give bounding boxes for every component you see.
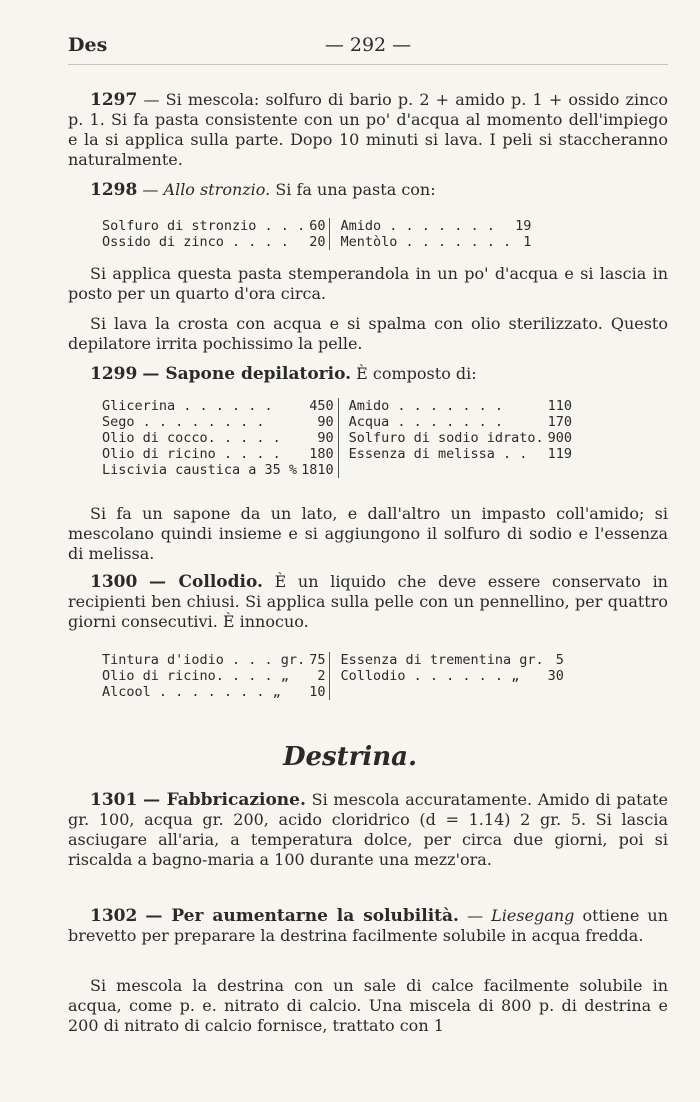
ingredient-amount: 5: [555, 652, 564, 668]
ingredient-name: Glicerina . . . . . .: [102, 398, 273, 414]
entry-title: — Per aumentarne la solubilità.: [145, 906, 459, 926]
ingredient-name: Liscivia caustica a 35 %: [102, 462, 298, 478]
ingredient-name: Solfuro di sodio idrato.: [338, 430, 548, 446]
entry-text: — Si mescola: solfuro di bario p. 2 + amido p. 1 + ossido zinco p. 1. Si fa pasta consistente con un po' d'acqua al momento dell'impiego e la si applica sulla parte. Dopo 10 minuti si lava. I peli si staccheranno naturalmente.: [68, 90, 668, 169]
entry-1298-note-2: Si lava la crosta con acqua e si spalma con olio sterilizzato. Questo depilatore irrita pochissimo la pelle.: [68, 314, 668, 353]
ingredient-amount: 119: [547, 446, 573, 462]
entry-1297: [68, 90, 668, 170]
ingredient-amount: 1810: [301, 462, 334, 478]
entry-1298-note-1: Si applica questa pasta stemperandola in un po' d'acqua e si lascia in posto per un quarto d'ora circa.: [68, 264, 668, 303]
ingredient-name: Ossido di zinco . . . .: [102, 234, 289, 250]
ingredient-name: Olio di ricino . . . .: [102, 446, 281, 462]
ingredient-amount: 60: [309, 218, 326, 234]
ingredient-amount: 75: [309, 652, 326, 668]
entry-title: — Fabbricazione.: [143, 790, 306, 810]
entry-1299: [68, 364, 668, 384]
recipe-table-1300: [102, 652, 568, 700]
recipe-row: [102, 234, 535, 250]
recipe-row: [102, 414, 576, 430]
entry-intro: È composto di:: [356, 364, 477, 383]
ingredient-amount: 19: [515, 218, 532, 234]
running-head: Des: [68, 34, 108, 56]
page-header: [68, 34, 668, 60]
entry-title: — Collodio.: [149, 572, 263, 592]
entry-1302-note: Si mescola la destrina con un sale di calce facilmente solubile in acqua, come p. e. nitrato di calcio. Una miscela di 800 p. di destrina e 200 di nitrato di calcio fornisce, trattato con 1: [68, 976, 668, 1035]
header-rule: [68, 64, 668, 65]
section-title: Destrina.: [282, 742, 418, 772]
recipe-row: [102, 684, 568, 700]
ingredient-name: Essenza di melissa . .: [338, 446, 548, 462]
entry-intro: Si fa una pasta con:: [275, 180, 436, 199]
entry-title: Allo stronzio.: [163, 180, 271, 199]
recipe-row: [102, 430, 576, 446]
entry-1300: [68, 572, 668, 632]
entry-number: 1300: [90, 572, 138, 592]
recipe-row: [102, 398, 576, 414]
ingredient-name: Essenza di trementina gr.: [330, 652, 548, 668]
ingredient-amount: 10: [309, 684, 326, 700]
entry-number: 1297: [90, 90, 138, 110]
ingredient-name: Solfuro di stronzio . . .: [102, 218, 306, 234]
entry-dash: —: [142, 180, 159, 199]
recipe-table-1299: [102, 398, 576, 478]
ingredient-amount: 170: [547, 414, 573, 430]
ingredient-amount: 90: [317, 430, 334, 446]
recipe-row: [102, 652, 568, 668]
entry-text: Si mescola accuratamente. Amido di patate gr. 100, acqua gr. 200, acido cloridrico (d = 1.14) 2 gr. 5. Si lascia asciugare all'aria, a temperatura dolce, per circa due giorni, poi si riscalda a bagno-maria a 100 durante una mezz'ora.: [68, 790, 668, 869]
ingredient-amount: 450: [309, 398, 334, 414]
ingredient-name: Amido . . . . . . .: [330, 218, 515, 234]
ingredient-name: Amido . . . . . . .: [338, 398, 548, 414]
ingredient-name: Tintura d'iodio . . . gr.: [102, 652, 306, 668]
ingredient-amount: 20: [309, 234, 326, 250]
ingredient-amount: 110: [547, 398, 573, 414]
ingredient-amount: 2: [317, 668, 326, 684]
ingredient-name: Collodio . . . . . . „: [330, 668, 548, 684]
recipe-row: [102, 668, 568, 684]
ingredient-amount: 900: [547, 430, 573, 446]
entry-1302: [68, 906, 668, 946]
entry-1299-note: Si fa un sapone da un lato, e dall'altro un impasto coll'amido; si mescolano quindi insieme e si aggiungono il solfuro di sodio e l'essenza di melissa.: [68, 504, 668, 563]
entry-1301: [68, 790, 668, 870]
ingredient-amount: 90: [317, 414, 334, 430]
ingredient-name: Sego . . . . . . . .: [102, 414, 265, 430]
ingredient-amount: 30: [547, 668, 564, 684]
recipe-row: [102, 218, 535, 234]
entry-author: — Liesegang: [467, 906, 575, 925]
entry-1298: [68, 180, 668, 200]
entry-text: ottiene un brevetto per preparare la destrina facilmente solubile in acqua fredda.: [68, 906, 669, 945]
ingredient-name: Olio di ricino. . . . „: [102, 668, 289, 684]
entry-number: 1298: [90, 180, 138, 200]
ingredient-name: Mentòlo . . . . . . .: [330, 234, 515, 250]
ingredient-name: Olio di cocco. . . . .: [102, 430, 281, 446]
entry-number: 1299: [90, 364, 138, 384]
recipe-row: [102, 446, 576, 462]
ingredient-amount: 180: [309, 446, 334, 462]
page-number: — 292 —: [324, 34, 412, 56]
recipe-row: [102, 462, 576, 478]
entry-text: È un liquido che deve essere conservato in recipienti ben chiusi. Si applica sulla pelle con un pennellino, per quattro giorni consecutivi. È innocuo.: [68, 572, 668, 631]
ingredient-amount: 1: [523, 234, 532, 250]
entry-number: 1301: [90, 790, 138, 810]
entry-title: — Sapone depilatorio.: [142, 364, 352, 384]
recipe-table-1298: [102, 218, 535, 250]
ingredient-name: Acqua . . . . . . .: [338, 414, 548, 430]
ingredient-name: Alcool . . . . . . . „: [102, 684, 281, 700]
entry-number: 1302: [90, 906, 138, 926]
